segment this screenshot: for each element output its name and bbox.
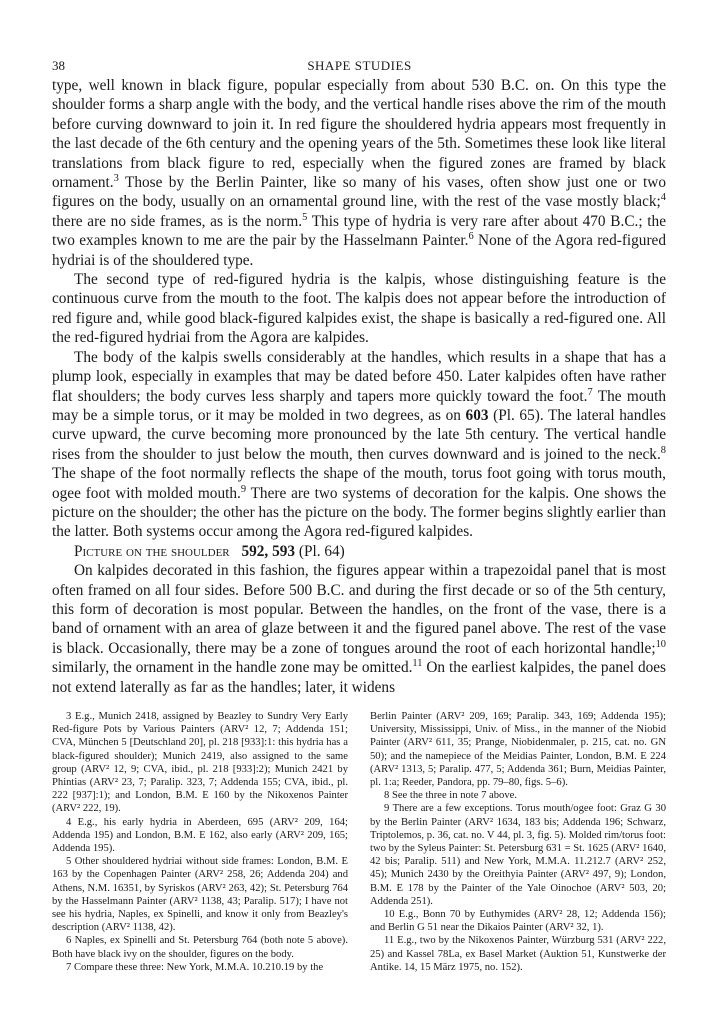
page-number: 38 — [52, 58, 65, 73]
footnotes-right-column — [370, 710, 666, 974]
paragraph-4: On kalpides decorated in this fashion, the figures appear within a trapezoidal panel that is most often framed on all four sides. Before 500 B.C. and during the first decade or so of the 5th century, this form of decoration is most popular. Between the handles, on the front of the vase, there is a band of ornament with an area of glaze between it and the figured panel above. The rest of the vase is black. Occasionally, there may be a zone of tongues around the root of each horizontal handle;$^{10}$ similarly, the ornament in the handle zone may be omitted.$^{11}$ On the earliest kalpides, the panel does not extend laterally as far as the handles; later, it widens — [52, 562, 666, 696]
footnote-6: 6 Naples, ex Spinelli and St. Petersburg 764 (both note 5 above). Both have black ivy on the shoulder, figures on the body. — [52, 935, 348, 960]
footnote-ref-5: 5 — [302, 211, 308, 223]
section-heading — [52, 542, 666, 561]
paragraph-1: type, well known in black figure, popular especially from about 530 B.C. on. On this type the shoulder forms a sharp angle with the body, and the vertical handle rises above the rim of the mouth before curving downward to join it. In red figure the shouldered hydria appears most frequently in the last decade of the 6th century and the opening years of the 5th. Sometimes these look like literal translations from black figure to red, especially when the figured zones are framed by black ornament.$^3$ Those by the Berlin Painter, like so many of his vases, often show just one or two figures on the body, usually on an ornamental ground line, with the rest of the vase mostly black;$^4$ there are no side frames, as is the norm.$^5$ This type of hydria is very rare after about 470 B.C.; the two examples known to me are the pair by the Hasselmann Painter.$^6$ None of the Agora red-figured hydriai is of the shouldered type. — [52, 77, 666, 269]
paragraph-2: The second type of red-figured hydria is the kalpis, whose distinguishing feature is the continuous curve from the mouth to the foot. The kalpis does not appear before the introduction of red figure and, while good black-figured kalpides exist, the shape is basically a red-figured one. All the red-figured hydriai from the Agora are kalpides. — [52, 271, 666, 347]
section-plate: (Pl. 64) — [298, 542, 345, 560]
footnote-9: 9 There are a few exceptions. Torus mouth/ogee foot: Graz G 30 by the Berlin Painter (ARV² 1634, 183 bis; Addenda 196; Schwarz, Triptolemos, p. 36, cat. no. V 44, pl. 3, fig. 5). Molded rim/torus foot: two by the Syleus Painter: St. Petersburg 631 = St. 1625 (ARV² 1640, 42 bis; Paralip. 511) and New York, M.M.A. 11.212.7 (ARV² 252, 45); Munich 2430 by the Oreithyia Painter (ARV² 497, 9); London, B.M. E 178 by the Painter of the Yale Oinochoe (ARV² 503, 20; Addenda 251). — [370, 803, 666, 907]
footnote-ref-3: 3 — [113, 172, 119, 184]
footnote-8: 8 See the three in note 7 above. — [384, 790, 517, 802]
footnote-10: 10 E.g., Bonn 70 by Euthymides (ARV² 28, 12; Addenda 156); and Berlin G 51 near the Dikaios Painter (ARV² 32, 1). — [370, 909, 666, 934]
footnote-11: 11 E.g., two by the Nikoxenos Painter, Würzburg 531 (ARV² 222, 25) and Kassel 78La, ex Basel Market (Auktion 51, Kunstwerke der Antike. 14, 15 März 1975, no. 152). — [370, 935, 666, 973]
footnote-ref-10: 10 — [655, 638, 666, 650]
footnote-ref-9: 9 — [240, 483, 247, 495]
body-text — [52, 76, 666, 697]
footnote-ref-11: 11 — [412, 658, 423, 670]
footnote-ref-7: 7 — [587, 386, 593, 398]
running-title: SHAPE STUDIES — [307, 58, 412, 73]
footnote-ref-4: 4 — [660, 192, 666, 204]
section-numbers: 592, 593 — [241, 542, 296, 560]
footnote-4: 4 E.g., his early hydria in Aberdeen, 695 (ARV² 209, 164; Addenda 195) and London, B.M. E 162, also early (ARV² 209, 165; Addenda 195). — [52, 816, 348, 855]
footnote-3: 3 E.g., Munich 2418, assigned by Beazley to Sundry Very Early Red-figure Pots by Various Painters (ARV² 12, 7; Addenda 151; CVA, München 5 [Deutschland 20], pl. 218 [933]:1: this hydria has a black-figured shoulder); Munich 2419, also assigned to the same group (ARV² 12, 9; CVA, ibid., pl. 218 [933]:2); Munich 2421 by Phintias (ARV² 23, 7; Paralip. 323, 7; Addenda 155; CVA, ibid., pl. 222 [937]:1); and London, B.M. E 160 by the Nikoxenos Painter (ARV² 222, 19). — [52, 711, 348, 815]
footnote-ref-6: 6 — [468, 231, 474, 243]
running-head — [52, 58, 667, 74]
footnote-5: 5 Other shouldered hydriai without side frames: London, B.M. E 163 by the Copenhagen Painter (ARV² 258, 26; Addenda 204) and Athens, N.M. 16351, by Syriskos (ARV² 263, 42); St. Petersburg 764 by the Hasselmann Painter (ARV² 1138, 43; Paralip. 517); I have not see his hydria, Naples, ex Spinelli, and know it only from Beazley's description (ARV² 1138, 42). — [52, 856, 348, 934]
footnotes-left-column — [52, 710, 348, 974]
paragraph-3: The body of the kalpis swells considerably at the handles, which results in a shape that has a plump look, especially in examples that may be dated before 450. Later kalpides often have rather flat shoulders; the body curves less sharply and tapers more quickly toward the foot.$^7$ The mouth may be a simple torus, or it may be molded in two degrees, as on 603 (Pl. 65). The lateral handles curve upward, the curve becoming more pronounced by the late 5th century. The vertical handle rises from the shoulder to just below the mouth, then curves downward and is joined to the neck.$^8$ The shape of the foot normally reflects the shape of the mouth, torus foot going with torus mouth, ogee foot with molded mouth.$^9$ There are two systems of decoration for the kalpis. One shows the picture on the shoulder; the other has the picture on the body. The former begins slightly earlier than the latter. Both systems occur among the Agora red-figured kalpides. — [52, 348, 667, 541]
catalogue-number: 603 — [465, 406, 489, 424]
footnote-ref-8: 8 — [660, 444, 666, 456]
footnote-7: 7 Compare these three: New York, M.M.A. 10.210.19 by the — [66, 961, 324, 973]
section-title: Picture on the shoulder — [74, 542, 230, 560]
footnote-7-continued: Berlin Painter (ARV² 209, 169; Paralip. 343, 169; Addenda 195); University, Mississippi, Univ. of Miss., in the manner of the Niobid Painter (ARV² 611, 35; Prange, Niobidenmaler, p. 215, cat. no. GN 50); and the namepiece of the Meidias Painter, London, B.M. E 224 (ARV² 1313, 5; Paralip. 477, 5; Addenda 361; Burn, Meidias Painter, pl. 1:a; Reeder, Pandora, pp. 79–80, figs. 5–6). — [370, 711, 666, 789]
